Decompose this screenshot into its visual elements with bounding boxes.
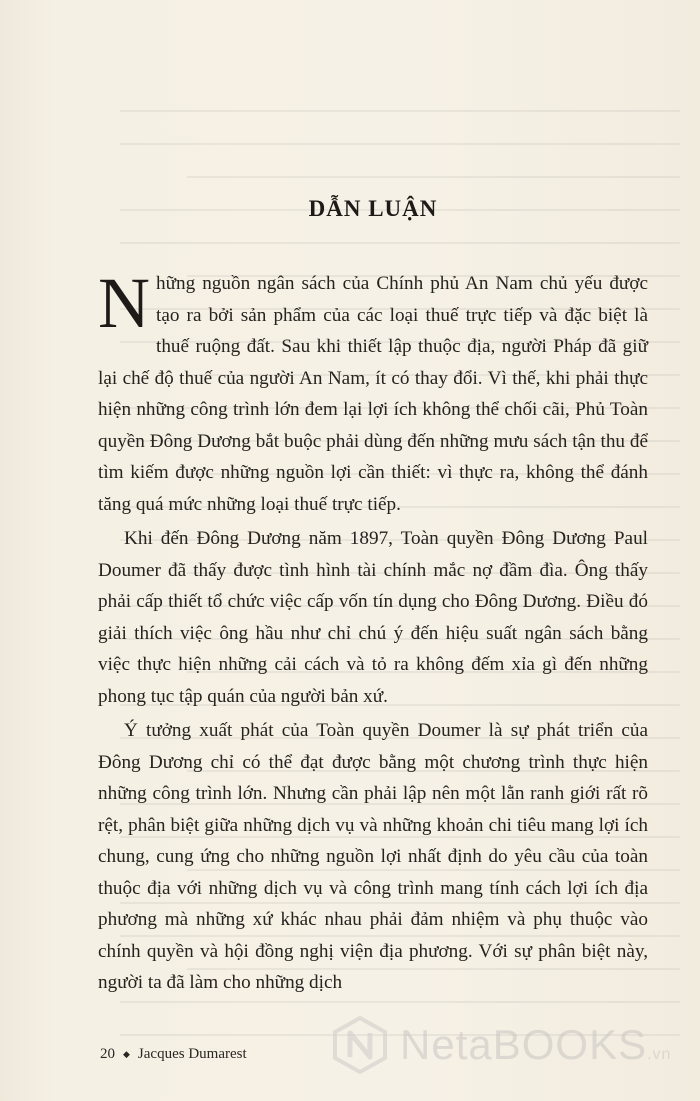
diamond-icon: ◆ <box>123 1049 130 1059</box>
page-number: 20 <box>100 1046 115 1062</box>
page-content <box>98 196 648 999</box>
paragraph-1 <box>98 263 648 520</box>
watermark-text <box>400 1021 671 1069</box>
netabooks-logo-icon <box>330 1015 390 1075</box>
page-footer <box>100 1046 247 1063</box>
author-name: Jacques Dumarest <box>137 1046 247 1062</box>
watermark-brand: NetaBOOKS <box>400 1021 648 1068</box>
chapter-title: DẪN LUẬN <box>308 196 438 221</box>
paragraph-3: Ý tưởng xuất phát của Toàn quyền Doumer là sự phát triển của Đông Dương chỉ có thể đạt được bằng một chương trình thực hiện những công trình lớn. Nhưng cần phải lập nên một lằn ranh giới rất rõ rệt, phân biệt giữa những dịch vụ và những khoản chi tiêu mang lợi ích chung, cung ứng cho những nguồn lợi nhất định do yêu cầu của toàn thuộc địa với những dịch vụ và công trình mang tính cách lợi ích địa phương mà những xứ khác nhau phải đảm nhiệm và phụ thuộc vào chính quyền và hội đồng nghị viện địa phương. Với sự phân biệt này, người ta đã làm cho những dịch <box>98 720 648 993</box>
paragraph-2: Khi đến Đông Dương năm 1897, Toàn quyền Đông Dương Paul Doumer đã thấy được tình hình tài chính mắc nợ đầm đìa. Ông thấy phải cấp thiết tổ chức việc cấp vốn tín dụng cho Đông Dương. Điều đó giải thích việc ông hầu như chỉ chú ý đến hiệu suất ngân sách bằng việc thực hiện những cải cách và tỏ ra không đếm xỉa gì đến những phong tục tập quán của người bản xứ. <box>98 528 648 707</box>
drop-cap: N <box>98 263 150 343</box>
watermark <box>330 1010 690 1080</box>
paragraph-1-text: hững nguồn ngân sách của Chính phủ An Nam chủ yếu được tạo ra bởi sản phẩm của các loại thuế trực tiếp và đặc biệt là thuế ruộng đất. Sau khi thiết lập thuộc địa, người Pháp đã giữ lại chế độ thuế của người An Nam, ít có thay đổi. Vì thế, khi phải thực hiện những công trình lớn đem lại lợi ích không thể chối cãi, Phủ Toàn quyền Đông Dương bắt buộc phải dùng đến những mưu sách tận thu để tìm kiếm được những nguồn lợi cần thiết: vì thực ra, không thể đánh tăng quá mức những loại thuế trực tiếp. <box>98 273 648 515</box>
watermark-suffix: .vn <box>647 1046 672 1063</box>
